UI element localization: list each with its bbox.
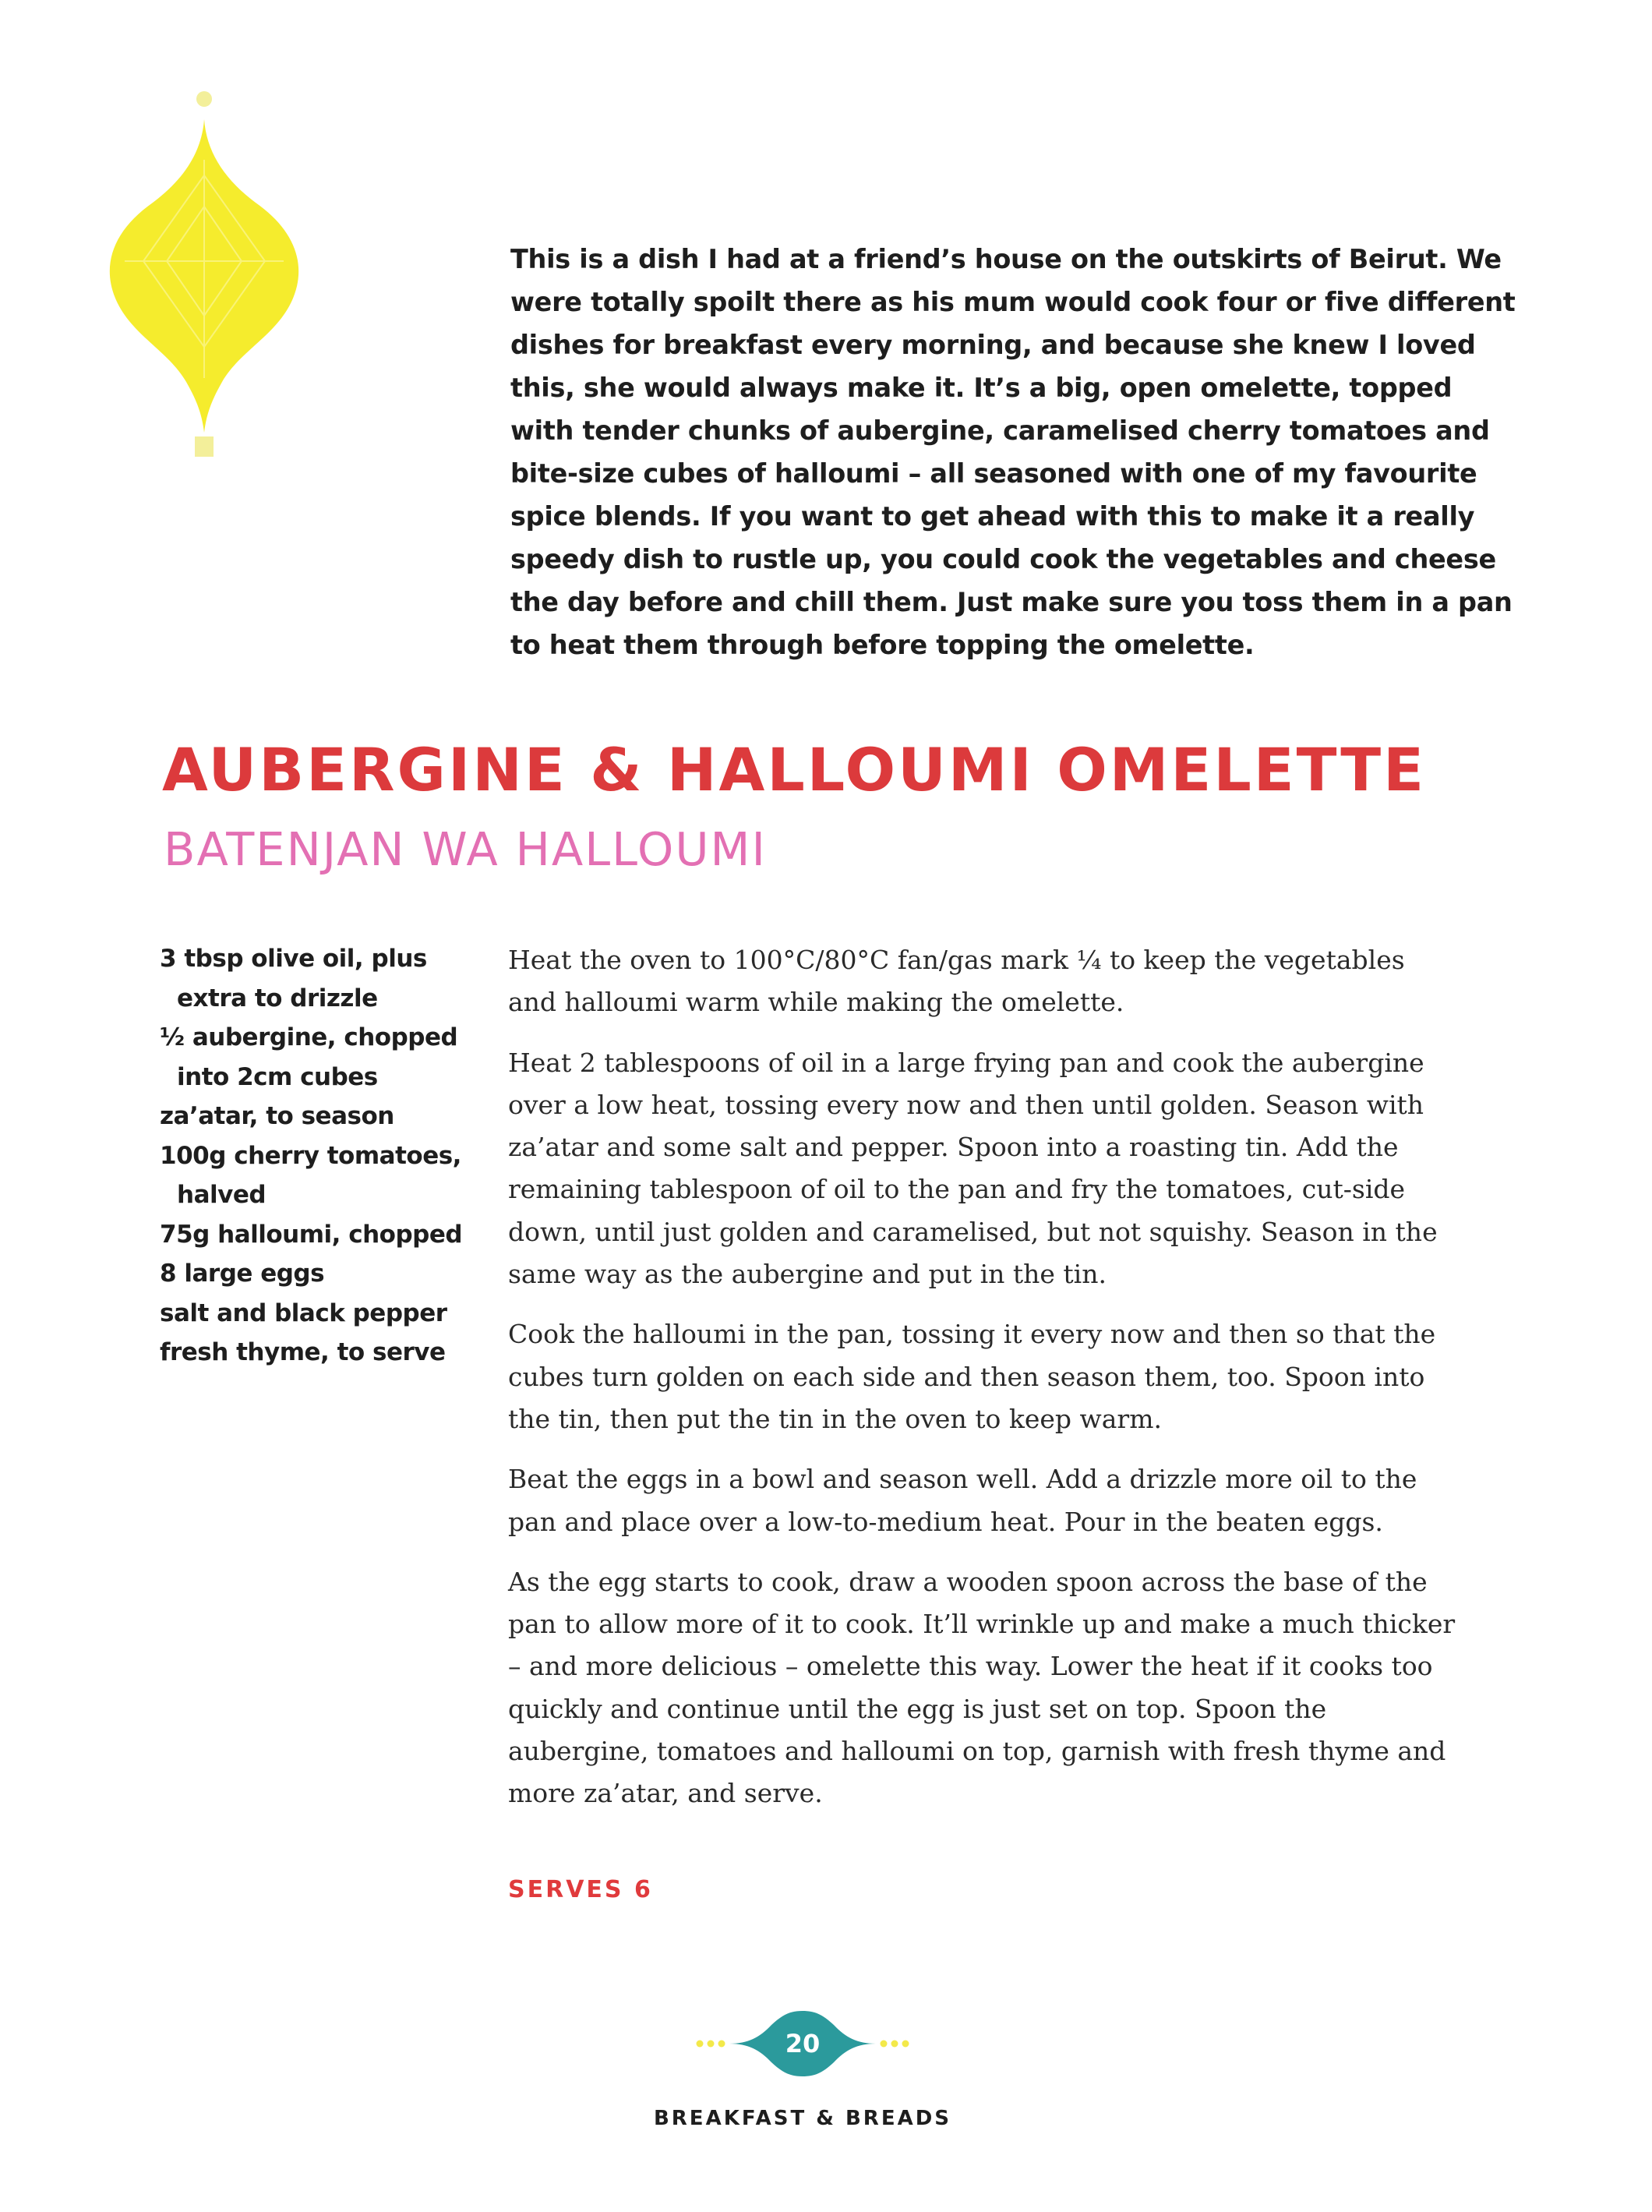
page-folio xyxy=(694,2009,912,2078)
ingredient-item: 8 large eggs xyxy=(160,1260,325,1288)
page-number: 20 xyxy=(785,2029,821,2058)
lantern-ornament-icon xyxy=(86,82,312,472)
method-step: Cook the halloumi in the pan, tossing it every now and then so that the cubes turn golden on each side and then season them, too. Spoon into the tin, then put the tin in the oven to keep warm. xyxy=(508,1319,1436,1434)
ingredient-item: 3 tbsp olive oil, plus extra to drizzle xyxy=(160,945,427,1012)
method-section xyxy=(508,939,1459,1833)
section-name: BREAKFAST & BREADS xyxy=(653,2107,952,2130)
serves-label: SERVES 6 xyxy=(508,1876,653,1903)
ingredient-item: ½ aubergine, chopped into 2cm cubes xyxy=(160,1023,458,1091)
intro-paragraph xyxy=(510,238,1523,666)
ingredient-item: fresh thyme, to serve xyxy=(160,1338,446,1366)
intro-text: This is a dish I had at a friend’s house on the outskirts of Beirut. We were totally spoilt there as his mum would cook four or five different dishes for breakfast every morning, and because she knew I loved this, she would always make it. It’s a big, open omelette, topped with tender chunks of aubergine, caramelised cherry tomatoes and bite-size cubes of halloumi – all seasoned with one of my favourite spice blends. If you want to get ahead with this to make it a really speedy dish to rustle up, you could cook the vegetables and cheese the day before and chill them. Just make sure you toss them in a pan to heat them through before topping the omelette. xyxy=(510,244,1516,660)
ingredient-item: za’atar, to season xyxy=(160,1102,394,1130)
recipe-subtitle: BATENJAN WA HALLOUMI xyxy=(164,822,767,876)
ingredient-item: 100g cherry tomatoes, halved xyxy=(160,1141,461,1209)
method-step: Heat 2 tablespoons of oil in a large frying pan and cook the aubergine over a low heat, tossing every now and then until golden. Season with za’atar and some salt and pepper. Spoon into a roasting tin. Add the remaining tablespoon of oil to the pan and fry the tomatoes, cut-side down, until just golden and caramelised, but not squishy. Season in the same way as the aubergine and put in the tin. xyxy=(508,1047,1438,1290)
ingredient-item: salt and black pepper xyxy=(160,1299,447,1327)
ingredients-list xyxy=(160,939,487,1373)
ingredient-item: 75g halloumi, chopped xyxy=(160,1220,463,1249)
method-step: Beat the eggs in a bowl and season well. Add a drizzle more oil to the pan and place over a low-to-medium heat. Pour in the beaten eggs. xyxy=(508,1464,1417,1537)
recipe-title: AUBERGINE & HALLOUMI OMELETTE xyxy=(162,735,1427,804)
method-step: As the egg starts to cook, draw a wooden spoon across the base of the pan to allow more of it to cook. It’ll wrinkle up and make a much thicker – and more delicious – omelette this way. Lower the heat if it cooks too quickly and continue until the egg is just set on top. Spoon the aubergine, tomatoes and halloumi on top, garnish with fresh thyme and more za’atar, and serve. xyxy=(508,1566,1456,1809)
method-step: Heat the oven to 100°C/80°C fan/gas mark ¼ to keep the vegetables and halloumi warm while making the omelette. xyxy=(508,945,1405,1018)
